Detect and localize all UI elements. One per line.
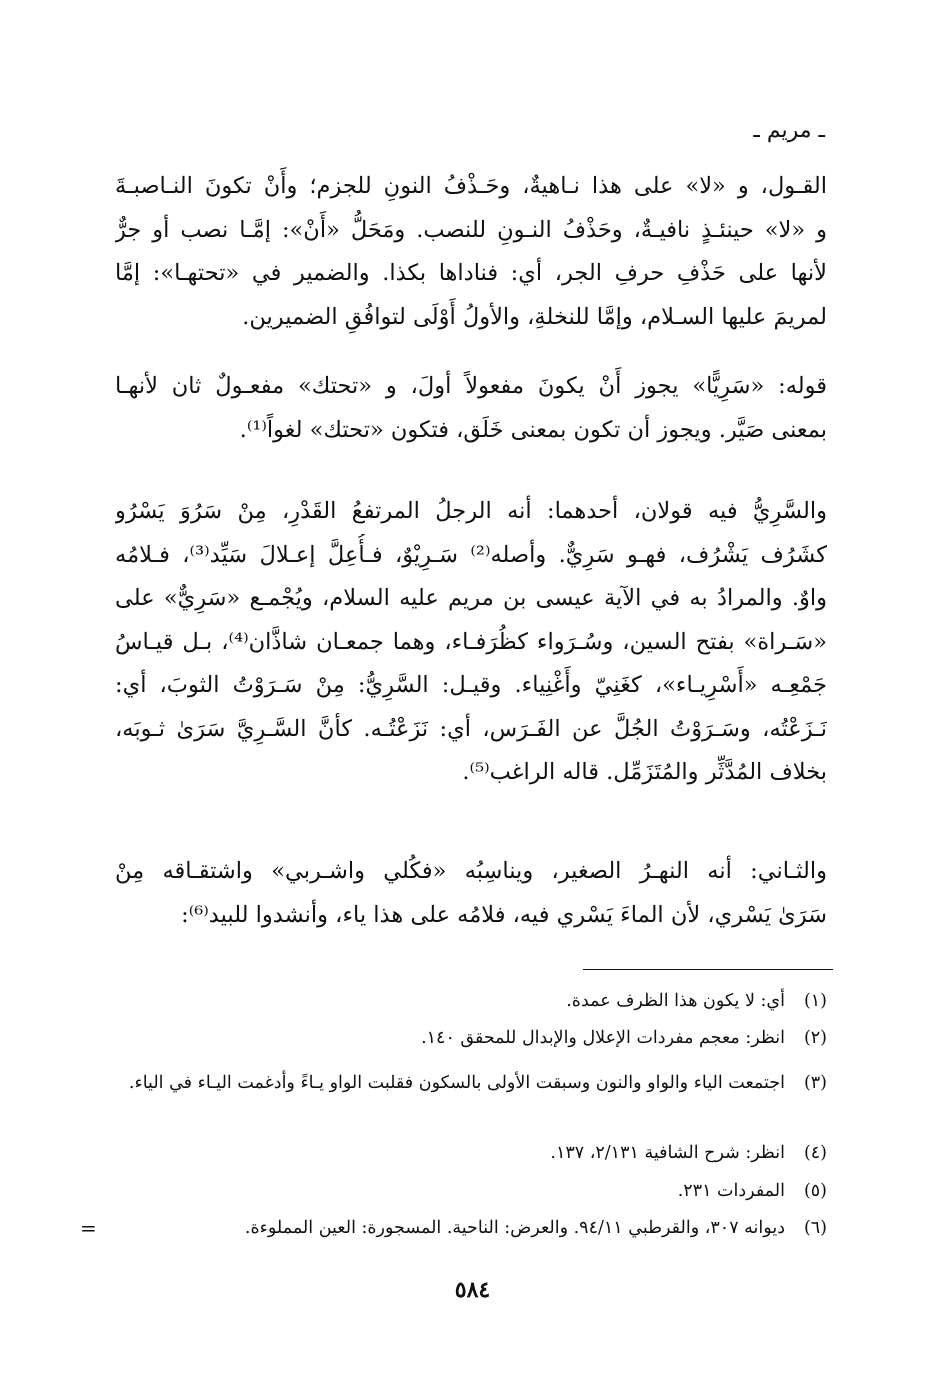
text-line: «سَـراة» بفتح السين، وسُـرَواء كظُرَفـاء، وهما جمعـان شاذَّان⁽⁴⁾، بـل قيـاسُ <box>115 628 827 655</box>
footnote-number: (٤) <box>803 1143 827 1163</box>
footnote-text: المفردات ٢٣١. <box>677 1181 785 1201</box>
text-line: قوله: «سَرِيًّا» يجوز أَنْ يكونَ مفعولاً أولَ، و «تحتك» مفعـولٌ ثان لأنهـا <box>115 373 827 399</box>
paragraph <box>115 490 827 795</box>
footnote-text: ديوانه ٣٠٧، والقرطبي ٩٤/١١. والعرض: الناحية. المسجورة: العين المملوءة. <box>244 1218 785 1238</box>
text-line: لمريمَ عليها السـلام، وإمَّا للنخلةِ، والأولُ أَوْلَى لتوافُقِ الضميرين. <box>242 303 827 330</box>
paragraph <box>115 365 827 452</box>
text-line: والثـاني: أنه النهـرُ الصغير، ويناسِبُه «فكُلي واشـربي» واشتقـاقه مِنْ <box>115 858 827 884</box>
text-line: كشَرُف يَشْرُف، فهـو سَرِيٌّ. وأصله⁽²⁾ سَـرِيْوٌ، فـأُعِلَّ إعـلالَ سَيِّد⁽³⁾، فـلامُه <box>115 541 827 568</box>
footnote-number: (٦) <box>803 1218 827 1238</box>
text-line: و «لا» حينئـذٍ نافيـةٌ، وحَذْفُ النـونِ للنصب. ومَحَلُّ «أَنْ»: إمَّـا نصب أو جرٌّ <box>115 216 827 243</box>
text-line: سَرَىٰ يَسْري، لأن الماءَ يَسْري فيه، فلامُه على هذا ياء، وأنشدوا للبيد⁽⁶⁾: <box>181 901 827 928</box>
margin-mark: = <box>80 1216 97 1240</box>
footnote-number: (٢) <box>803 1028 827 1048</box>
footnote-text: انظر: شرح الشافية ٢/١٣١، ١٣٧. <box>550 1143 785 1163</box>
text-line: بخلاف المُدَّثِّر والمُتَزَمِّل. قاله الراغب⁽⁵⁾. <box>462 759 827 785</box>
text-line: لأنها على حَذْفِ حرفِ الجر، أي: فناداها بكذا. والضمير في «تحتهـا»: إمَّا <box>115 260 827 286</box>
footnote-number: (٣) <box>803 1073 827 1093</box>
footnote <box>110 1215 827 1241</box>
footnote-text: اجتمعت الياء والواو والنون وسبقت الأولى بالسكون فقلبت الواو يـاءً وأدغمت اليـاء في الياء. <box>128 1073 785 1093</box>
text-line: القـول، و «لا» على هذا نـاهيةٌ، وحَـذْفُ النونِ للجزم؛ وأَنْ تكونَ النـاصبـةَ <box>115 173 827 199</box>
footnote <box>110 988 827 1014</box>
text-line: واوٌ. والمرادُ به في الآية عيسى بن مريم عليه السلام، ويُجْمـع «سَرِيٌّ» على <box>115 585 827 611</box>
footnote-number: (٥) <box>803 1181 827 1201</box>
footnote <box>110 1025 827 1051</box>
text-line: والسَّرِيُّ فيه قولان، أحدهما: أنه الرجلُ المرتفعُ القَدْرِ، مِنْ سَرُوَ يَسْرُو <box>115 498 827 524</box>
footnote-divider <box>583 969 833 970</box>
paragraph <box>115 165 827 339</box>
footnote <box>110 1140 827 1166</box>
footnote-text: أي: لا يكون هذا الظرف عمدة. <box>566 991 785 1011</box>
text-line: نَـزَعْتُه، وسَـرَوْتُ الجُلَّ عن الفَـرَس، أي: نَزَعْتُـه. كأنَّ السَّـرِيَّ سَرَىٰ ثـوبَه، <box>115 715 827 742</box>
text-line: بمعنى صَيَّر. ويجوز أن تكون بمعنى خَلَق، فتكون «تحتك» لغواً⁽¹⁾. <box>239 416 827 443</box>
footnote-number: (١) <box>803 991 827 1011</box>
paragraph <box>115 850 827 937</box>
text-line: جَمْعِـه «أَسْرِيـاء»، كغَنِيّ وأَغْنِياء. وقيـل: السَّرِيُّ: مِنْ سَـرَوْتُ الثوبَ، أي: <box>115 672 827 698</box>
chapter-header: ـ مريم ـ <box>753 118 825 143</box>
footnote <box>110 1178 827 1204</box>
page-number: ٥٨٤ <box>454 1277 491 1303</box>
footnote <box>110 1065 827 1101</box>
footnote-text: انظر: معجم مفردات الإعلال والإبدال للمحقق ١٤٠. <box>421 1028 785 1048</box>
